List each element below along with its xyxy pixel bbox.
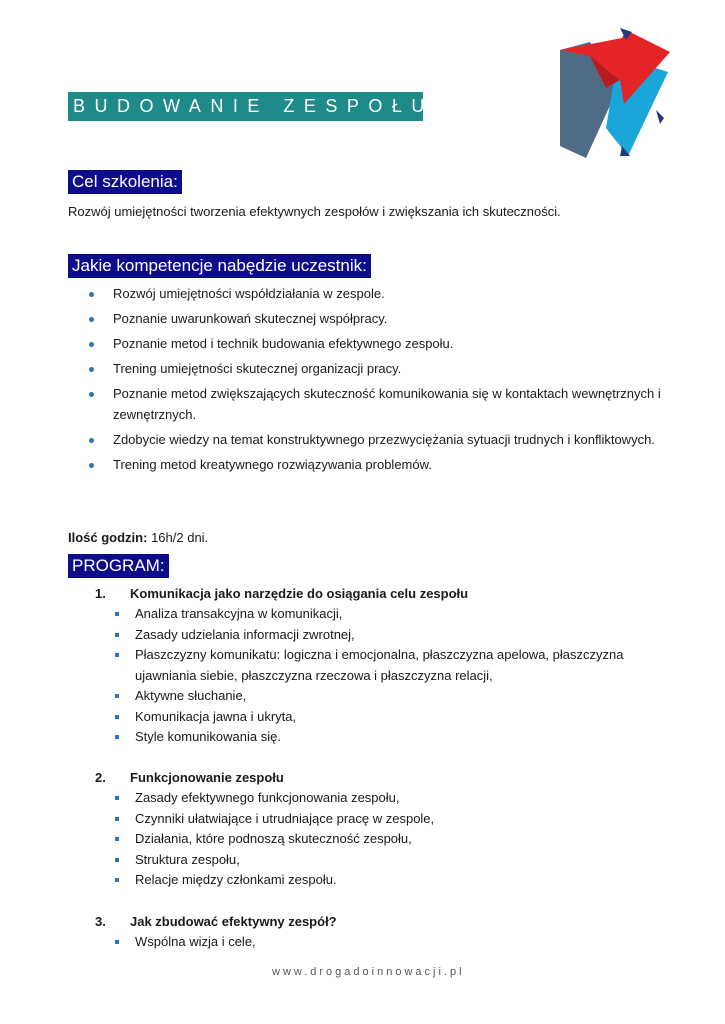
- goal-text: Rozwój umiejętności tworzenia efektywnych zespołów i zwiększania ich skuteczności.: [68, 204, 561, 219]
- section-number: 3.: [95, 914, 106, 929]
- section-title-text: Funkcjonowanie zespołu: [130, 770, 284, 785]
- document-title: BUDOWANIE ZESPOŁU: [68, 92, 423, 121]
- list-item: Zasady efektywnego funkcjonowania zespołu,: [68, 788, 678, 809]
- list-item: Komunikacja jawna i ukryta,: [68, 707, 678, 728]
- bullet-icon: [115, 878, 119, 882]
- program-section-2: [68, 768, 678, 891]
- list-item: Zasady udzielania informacji zwrotnej,: [68, 625, 678, 646]
- section-title-text: Komunikacja jako narzędzie do osiągania celu zespołu: [130, 586, 469, 601]
- list-item: Poznanie uwarunkowań skutecznej współpracy.: [68, 308, 678, 329]
- bullet-icon: [89, 367, 94, 372]
- bullet-icon: [115, 735, 119, 739]
- hours-line: [68, 529, 208, 546]
- list-item: Rozwój umiejętności współdziałania w zespole.: [68, 283, 678, 304]
- bullet-icon: [115, 653, 119, 657]
- list-item: Style komunikowania się.: [68, 727, 678, 748]
- company-logo-icon: [560, 28, 672, 158]
- section-title: [68, 768, 678, 788]
- bullet-icon: [115, 796, 119, 800]
- bullet-icon: [115, 633, 119, 637]
- list-item: Zdobycie wiedzy na temat konstruktywnego przezwyciężania sytuacji trudnych i konfliktowych.: [68, 429, 678, 450]
- competences-list: [68, 283, 678, 479]
- hours-value: 16h/2 dni.: [147, 530, 209, 545]
- list-item: Płaszczyzny komunikatu: logiczna i emocjonalna, płaszczyzna apelowa, płaszczyzna ujawniania siebie, płaszczyzna rzeczowa i płaszczyzna relacji,: [68, 645, 678, 686]
- list-item: Trening umiejętności skutecznej organizacji pracy.: [68, 358, 678, 379]
- bullet-icon: [115, 694, 119, 698]
- list-item: Działania, które podnoszą skuteczność zespołu,: [68, 829, 678, 850]
- list-item: Czynniki ułatwiające i utrudniające pracę w zespole,: [68, 809, 678, 830]
- section-number: 2.: [95, 770, 106, 785]
- list-item: Aktywne słuchanie,: [68, 686, 678, 707]
- bullet-icon: [115, 858, 119, 862]
- section-title-text: Jak zbudować efektywny zespół?: [130, 914, 337, 929]
- bullet-icon: [115, 612, 119, 616]
- bullet-icon: [89, 317, 94, 322]
- bullet-icon: [89, 392, 94, 397]
- footer-website: www.drogadoinnowacji.pl: [272, 966, 465, 978]
- section-title: [68, 912, 678, 932]
- list-item: Poznanie metod i technik budowania efektywnego zespołu.: [68, 333, 678, 354]
- bullet-icon: [89, 292, 94, 297]
- goal-heading: Cel szkolenia:: [68, 170, 182, 194]
- program-section-3: [68, 912, 678, 953]
- list-item: Trening metod kreatywnego rozwiązywania problemów.: [68, 454, 678, 475]
- bullet-icon: [115, 837, 119, 841]
- hours-label: Ilość godzin:: [68, 530, 148, 545]
- competences-heading: Jakie kompetencje nabędzie uczestnik:: [68, 254, 371, 278]
- section-number: 1.: [95, 586, 106, 601]
- section-title: [68, 584, 678, 604]
- list-item: Struktura zespołu,: [68, 850, 678, 871]
- bullet-icon: [89, 438, 94, 443]
- bullet-icon: [89, 463, 94, 468]
- list-item: Poznanie metod zwiększających skuteczność komunikowania się w kontaktach wewnętrznych i zewnętrznych.: [68, 383, 678, 425]
- bullet-icon: [115, 817, 119, 821]
- bullet-icon: [89, 342, 94, 347]
- program-section-1: [68, 584, 678, 748]
- program-heading: PROGRAM:: [68, 554, 169, 578]
- list-item: Analiza transakcyjna w komunikacji,: [68, 604, 678, 625]
- bullet-icon: [115, 715, 119, 719]
- list-item: Wspólna wizja i cele,: [68, 932, 678, 953]
- list-item: Relacje między członkami zespołu.: [68, 870, 678, 891]
- bullet-icon: [115, 940, 119, 944]
